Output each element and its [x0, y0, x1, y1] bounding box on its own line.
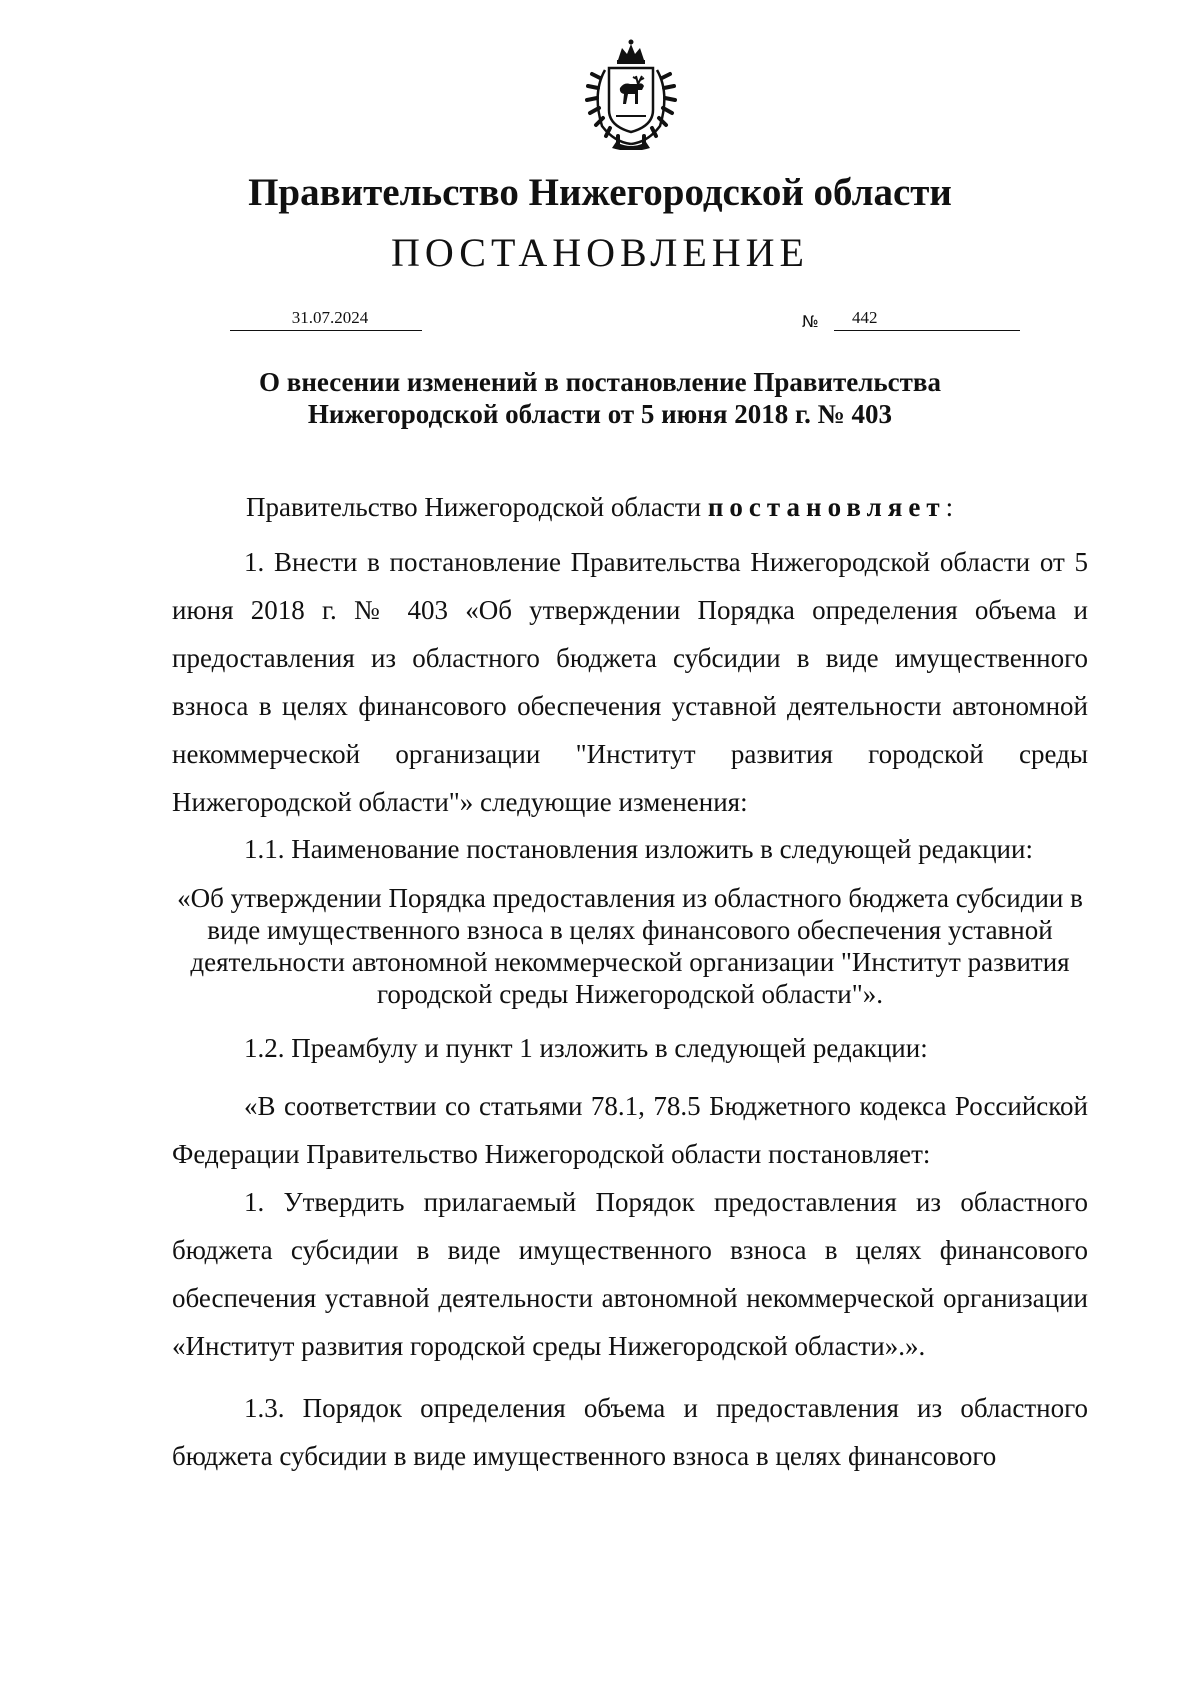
preamble — [172, 492, 1088, 522]
subject-line-2: Нижегородской области от 5 июня 2018 г. № 403 — [307, 399, 893, 429]
document-number: 442 — [834, 306, 1020, 331]
quoted-title: «Об утверждении Порядка предоставления из областного бюджета субсидии в виде имущественного взноса в целях финансового обеспечения уставной деятельности автономной некоммерческой организации "Институт развития городской среды Нижегородской области"». — [177, 883, 1083, 1009]
document-type: ПОСТАНОВЛЕНИЕ — [391, 230, 809, 275]
paragraph-1: 1. Внести в постановление Правительства Нижегородской области от 5 июня 2018 г. № 403 «Об утверждении Порядка определения объема и предоставления из областного бюджета субсидии в виде имущественного взноса в целях финансового обеспечения уставной деятельности автономной некоммерческой организации "Институт развития городской среды Нижегородской области"» следующие изменения: — [172, 547, 1088, 817]
paragraph-1-1: 1.1. Наименование постановления изложить в следующей редакции: — [244, 834, 1033, 864]
coat-of-arms-icon — [572, 38, 690, 150]
paragraph-1-2: 1.2. Преамбулу и пункт 1 изложить в следующей редакции: — [244, 1033, 928, 1063]
quoted-point-1: 1. Утвердить прилагаемый Порядок предоставления из областного бюджета субсидии в виде имущественного взноса в целях финансового обеспечения уставной деятельности автономной некоммерческой организации «Институт развития городской среды Нижегородской области».». — [172, 1187, 1088, 1361]
document-body — [172, 492, 1088, 1480]
government-title: Правительство Нижегородской области — [248, 171, 952, 214]
preamble-intro: Правительство Нижегородской области — [246, 492, 702, 522]
subject-line-1: О внесении изменений в постановление Правительства — [259, 367, 941, 397]
number-sign: № — [802, 312, 819, 331]
quoted-preamble: «В соответствии со статьями 78.1, 78.5 Бюджетного кодекса Российской Федерации Правительство Нижегородской области постановляет: — [172, 1091, 1088, 1169]
preamble-verb: постановляет — [707, 492, 946, 522]
document-date: 31.07.2024 — [230, 306, 422, 331]
preamble-colon: : — [945, 492, 954, 522]
document-subject — [150, 366, 1050, 430]
paragraph-1-3: 1.3. Порядок определения объема и предоставления из областного бюджета субсидии в виде имущественного взноса в целях финансового — [172, 1393, 1088, 1471]
